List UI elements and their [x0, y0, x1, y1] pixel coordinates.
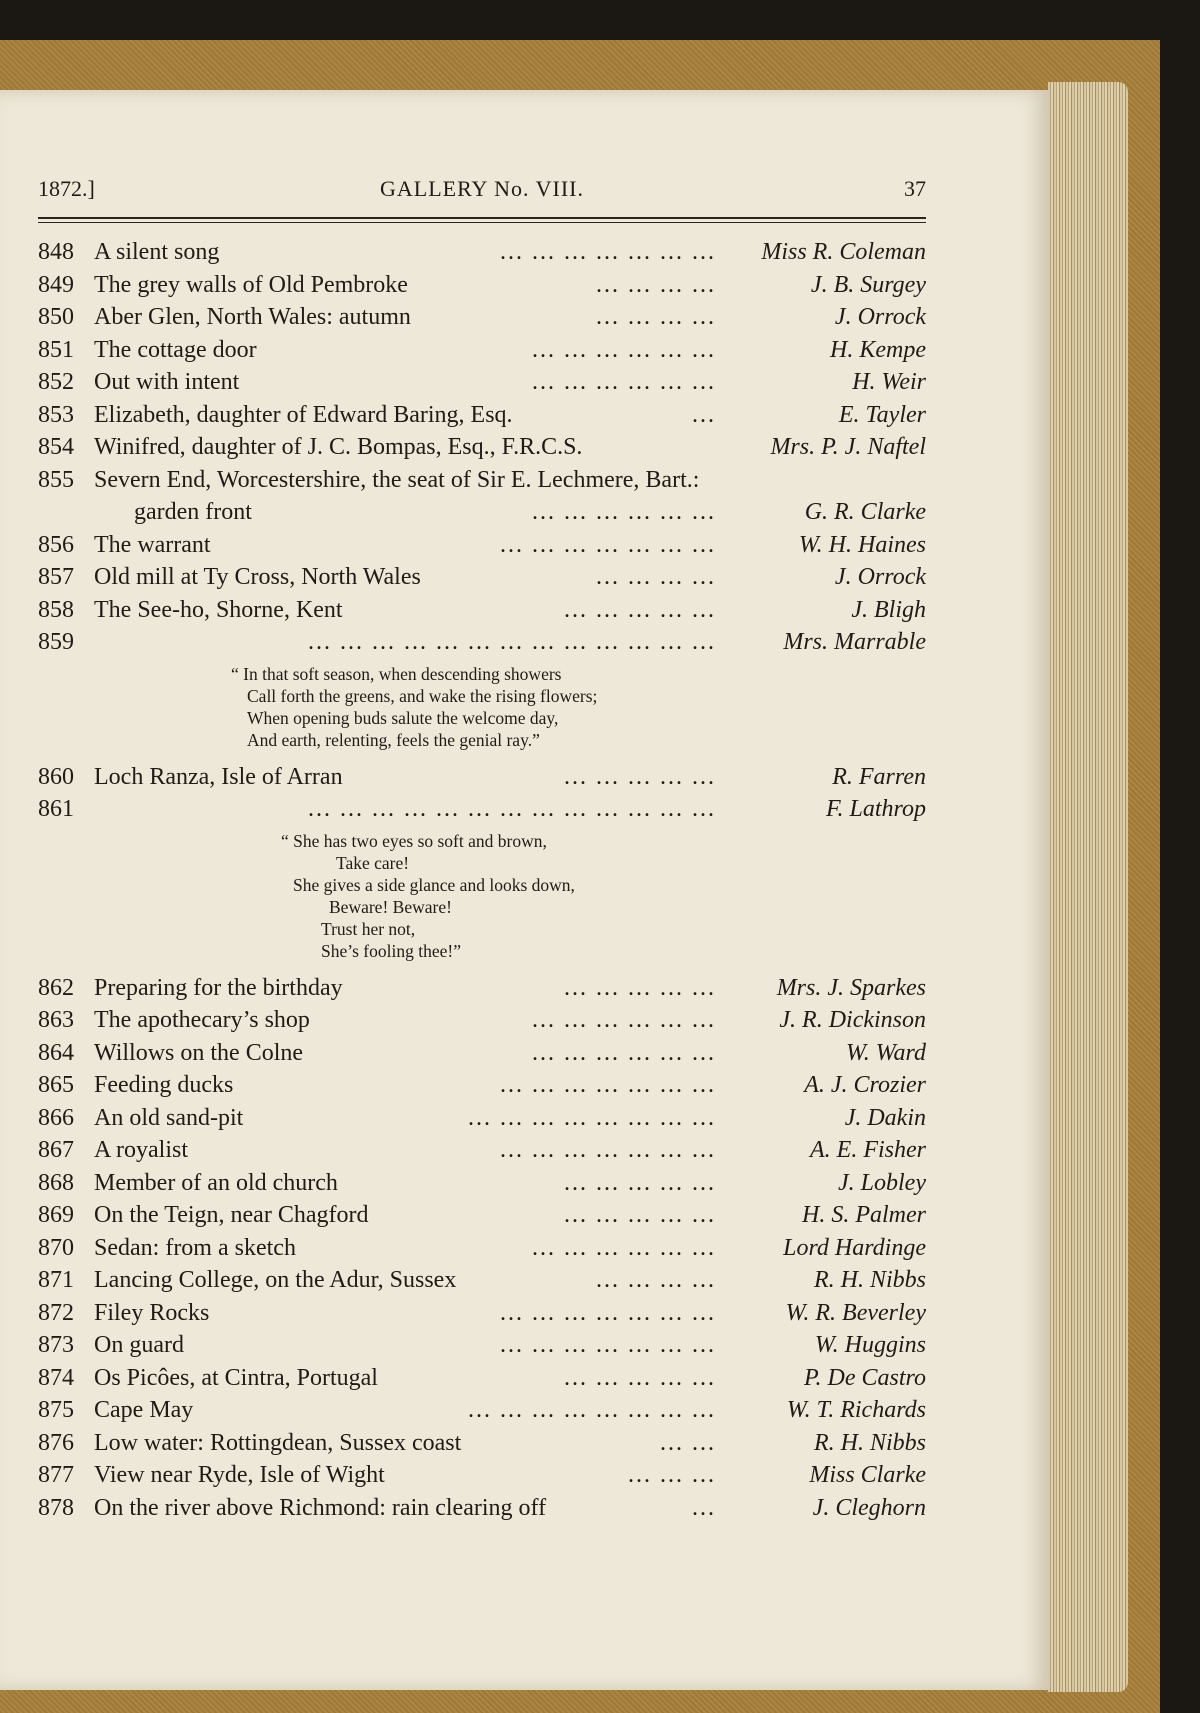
catalogue-entry — [38, 1037, 926, 1070]
catalogue-entry — [38, 761, 926, 794]
entry-list — [38, 236, 926, 1524]
entry-title: The cottage door — [94, 336, 257, 363]
entry-artist: J. Bligh — [851, 596, 926, 623]
entry-title: The warrant — [94, 531, 211, 558]
entry-title: The grey walls of Old Pembroke — [94, 271, 408, 298]
entry-leader-dots: ... ... ... ... ... — [564, 596, 716, 623]
entry-artist: J. R. Dickinson — [779, 1007, 926, 1033]
entry-artist: J. Cleghorn — [812, 1494, 926, 1521]
verse-line: Call forth the greens, and wake the rising flowers; — [247, 685, 598, 706]
entry-group-c — [38, 761, 926, 826]
entry-leader-dots: ... ... ... ... ... ... ... — [500, 1137, 716, 1163]
page-number: 37 — [904, 176, 926, 201]
entry-leader-dots: ... ... ... ... ... — [564, 763, 716, 790]
entry-leader-dots: ... ... ... ... ... ... — [532, 499, 716, 525]
entry-artist: W. Huggins — [814, 1332, 926, 1358]
entry-leader-dots: ... ... ... ... ... ... ... — [500, 1072, 716, 1098]
catalogue-entry — [38, 1232, 926, 1265]
entry-title: On the Teign, near Chagford — [94, 1202, 369, 1228]
entry-number: 874 — [38, 1364, 74, 1391]
catalogue-entry — [38, 626, 926, 659]
running-head-year: 1872.] — [38, 176, 95, 201]
entry-title: Willows on the Colne — [94, 1039, 304, 1066]
catalogue-entry — [38, 1134, 926, 1167]
verse-859 — [38, 659, 926, 761]
entry-title: Loch Ranza, Isle of Arran — [94, 763, 343, 790]
entry-leader-dots: ... ... ... ... ... ... ... — [500, 1332, 716, 1358]
verse-line: When opening buds salute the welcome day, — [247, 707, 559, 728]
catalogue-entry — [38, 301, 926, 334]
entry-leader-dots: ... ... ... ... ... — [564, 1169, 716, 1196]
entry-number: 855 — [38, 466, 74, 493]
entry-artist: R. Farren — [832, 763, 926, 790]
page-edges — [1048, 82, 1128, 1692]
entry-number: 848 — [38, 239, 74, 265]
entry-leader-dots: ... — [692, 401, 716, 428]
entry-title: Member of an old church — [94, 1169, 338, 1196]
entry-title: Severn End, Worcestershire, the seat of Sir E. Lechmere, Bart.: — [94, 466, 700, 493]
catalogue-entry — [38, 1102, 926, 1135]
entry-number: 860 — [38, 763, 74, 790]
entry-artist: Miss Clarke — [809, 1462, 926, 1488]
verse-line: Beware! Beware! — [329, 896, 452, 917]
entry-leader-dots: ... ... ... ... — [596, 304, 716, 330]
entry-artist: R. H. Nibbs — [813, 1429, 926, 1456]
entry-group-d — [38, 972, 926, 1525]
entry-number: 866 — [38, 1104, 74, 1131]
entry-leader-dots: ... ... ... ... — [596, 564, 716, 590]
catalogue-entry — [38, 972, 926, 1005]
entry-artist: W. H. Haines — [798, 531, 926, 558]
header-rule-thin — [38, 222, 926, 223]
entry-leader-dots: ... ... ... — [628, 1462, 716, 1488]
entry-number: 851 — [38, 336, 74, 363]
catalogue-entry — [38, 334, 926, 367]
entry-number: 856 — [38, 531, 74, 558]
entry-leader-dots: ... ... ... ... ... ... — [532, 336, 716, 363]
entry-artist: W. R. Beverley — [785, 1299, 926, 1326]
verse-line: And earth, relenting, feels the genial ray.” — [247, 729, 540, 750]
entry-number: 858 — [38, 596, 74, 623]
verse-line: “ In that soft season, when descending showers — [231, 663, 562, 684]
catalogue-entry — [38, 269, 926, 302]
entry-group-a — [38, 236, 926, 464]
entry-artist: Miss R. Coleman — [761, 239, 926, 265]
catalogue-entry — [38, 1167, 926, 1200]
entry-number: 867 — [38, 1137, 74, 1163]
entry-number: 872 — [38, 1299, 74, 1326]
entry-title: Old mill at Ty Cross, North Wales — [94, 564, 421, 590]
entry-leader-dots: ... ... ... ... ... — [564, 974, 716, 1001]
entry-number: 857 — [38, 564, 74, 590]
entry-number: 877 — [38, 1462, 74, 1488]
entry-title: Feeding ducks — [94, 1072, 234, 1098]
verse-line: She gives a side glance and looks down, — [293, 874, 575, 895]
entry-artist: R. H. Nibbs — [813, 1267, 926, 1293]
entry-title: Elizabeth, daughter of Edward Baring, Esq. — [94, 401, 513, 428]
entry-artist: P. De Castro — [803, 1364, 926, 1391]
entry-artist: H. Kempe — [830, 336, 926, 363]
verse-861 — [38, 826, 926, 972]
catalogue-entry — [38, 1264, 926, 1297]
catalogue-entry — [38, 529, 926, 562]
entry-title: A silent song — [94, 239, 220, 265]
entry-number: 871 — [38, 1267, 74, 1293]
entry-leader-dots: ... ... ... ... ... — [564, 1202, 716, 1228]
entry-leader-dots: ... ... ... ... ... ... — [532, 1234, 716, 1261]
catalogue-entry — [38, 1329, 926, 1362]
entry-group-b — [38, 529, 926, 659]
catalogue-entry — [38, 1394, 926, 1427]
entry-number: 876 — [38, 1429, 74, 1456]
entry-leader-dots: ... ... ... ... ... ... ... ... ... ... ... ... ... — [308, 629, 716, 655]
entry-artist: Mrs. Marrable — [783, 629, 926, 655]
entry-number: 865 — [38, 1072, 74, 1098]
entry-number: 863 — [38, 1007, 74, 1033]
entry-artist: W. T. Richards — [786, 1397, 926, 1423]
entry-number: 862 — [38, 974, 74, 1001]
catalogue-entry — [38, 1004, 926, 1037]
entry-title-continued: garden front — [134, 499, 252, 525]
entry-leader-dots: ... ... ... ... ... ... — [532, 1007, 716, 1033]
entry-title: On guard — [94, 1332, 184, 1358]
entry-number: 869 — [38, 1202, 74, 1228]
entry-leader-dots: ... ... ... ... ... — [564, 1364, 716, 1391]
catalogue-entry — [38, 1362, 926, 1395]
entry-leader-dots: ... ... ... ... ... ... ... ... — [468, 1397, 716, 1423]
catalogue-entry — [38, 464, 926, 529]
entry-number: 850 — [38, 304, 74, 330]
entry-number: 870 — [38, 1234, 74, 1261]
entry-artist: J. B. Surgey — [810, 271, 926, 298]
entry-leader-dots: ... ... ... ... ... ... ... ... ... ... ... ... ... — [308, 796, 716, 822]
entry-number: 854 — [38, 434, 74, 460]
entry-title: Sedan: from a sketch — [94, 1234, 296, 1261]
entry-title: Low water: Rottingdean, Sussex coast — [94, 1429, 462, 1456]
entry-number: 875 — [38, 1397, 74, 1423]
entry-title: Preparing for the birthday — [94, 974, 343, 1001]
verse-line: “ She has two eyes so soft and brown, — [281, 830, 547, 851]
catalogue-entry — [38, 1427, 926, 1460]
entry-artist: J. Lobley — [838, 1169, 926, 1196]
entry-number: 873 — [38, 1332, 74, 1358]
header-rule-thick — [38, 217, 926, 219]
entry-leader-dots: ... — [692, 1494, 716, 1521]
entry-leader-dots: ... ... ... ... — [596, 271, 716, 298]
entry-artist: J. Orrock — [834, 304, 926, 330]
entry-number: 864 — [38, 1039, 74, 1066]
verse-line: Take care! — [336, 852, 410, 873]
entry-artist: Mrs. J. Sparkes — [776, 974, 926, 1001]
entry-artist: A. E. Fisher — [810, 1137, 926, 1163]
entry-title: Out with intent — [94, 369, 240, 395]
entry-title: The See-ho, Shorne, Kent — [94, 596, 343, 623]
entry-number: 861 — [38, 796, 74, 822]
entry-title: View near Ryde, Isle of Wight — [94, 1462, 385, 1488]
entry-leader-dots: ... ... ... ... — [596, 1267, 716, 1293]
entry-artist: Lord Hardinge — [783, 1234, 926, 1261]
entry-number: 868 — [38, 1169, 74, 1196]
entry-title: An old sand-pit — [94, 1104, 244, 1131]
entry-artist: G. R. Clarke — [804, 499, 926, 525]
catalogue-entry — [38, 399, 926, 432]
entry-number: 878 — [38, 1494, 74, 1521]
catalogue-entry — [38, 561, 926, 594]
entry-number: 852 — [38, 369, 74, 395]
verse-line: Trust her not, — [321, 918, 416, 939]
entry-title: Winifred, daughter of J. C. Bompas, Esq., F.R.C.S. — [94, 434, 583, 460]
verse-line: She’s fooling thee!” — [321, 940, 461, 961]
catalogue-entry — [38, 236, 926, 269]
entry-number: 849 — [38, 271, 74, 298]
entry-artist: F. Lathrop — [825, 796, 926, 822]
catalogue-entry — [38, 793, 926, 826]
entry-number: 859 — [38, 629, 74, 655]
entry-title: Filey Rocks — [94, 1299, 210, 1326]
running-head-title: GALLERY No. VIII. — [380, 176, 584, 201]
entry-leader-dots: ... ... ... ... ... ... ... ... — [468, 1104, 716, 1131]
entry-title: Aber Glen, North Wales: autumn — [94, 304, 411, 330]
entry-artist: J. Dakin — [844, 1104, 926, 1131]
catalogue-entry — [38, 594, 926, 627]
catalogue-entry — [38, 366, 926, 399]
entry-leader-dots: ... ... ... ... ... ... — [532, 369, 716, 395]
catalogue-entry — [38, 431, 926, 464]
entry-title: A royalist — [94, 1137, 188, 1163]
entry-leader-dots: ... ... ... ... ... ... ... — [500, 239, 716, 265]
entry-leader-dots: ... ... ... ... ... ... ... — [500, 1299, 716, 1326]
entry-title: Os Picôes, at Cintra, Portugal — [94, 1364, 378, 1391]
entry-leader-dots: ... ... — [660, 1429, 716, 1456]
entry-title: The apothecary’s shop — [94, 1007, 310, 1033]
entry-leader-dots: ... ... ... ... ... ... ... — [500, 531, 716, 558]
entry-artist: H. Weir — [852, 369, 926, 395]
catalogue-entry — [38, 1069, 926, 1102]
entry-title: On the river above Richmond: rain clearing off — [94, 1494, 547, 1521]
entry-title: Cape May — [94, 1397, 194, 1423]
entry-leader-dots: ... ... ... ... ... ... — [532, 1039, 716, 1066]
entry-number: 853 — [38, 401, 74, 428]
entry-title: Lancing College, on the Adur, Sussex — [94, 1267, 457, 1293]
entry-artist: H. S. Palmer — [802, 1202, 926, 1228]
catalogue-entry — [38, 1492, 926, 1525]
entry-artist: A. J. Crozier — [804, 1072, 926, 1098]
entry-artist: J. Orrock — [834, 564, 926, 590]
catalogue-entry — [38, 1199, 926, 1232]
entry-artist: E. Tayler — [838, 401, 926, 428]
running-head — [38, 176, 926, 208]
catalogue-entry — [38, 1297, 926, 1330]
entry-artist: Mrs. P. J. Naftel — [770, 434, 926, 460]
catalogue-entry — [38, 1459, 926, 1492]
entry-artist: W. Ward — [845, 1039, 926, 1066]
